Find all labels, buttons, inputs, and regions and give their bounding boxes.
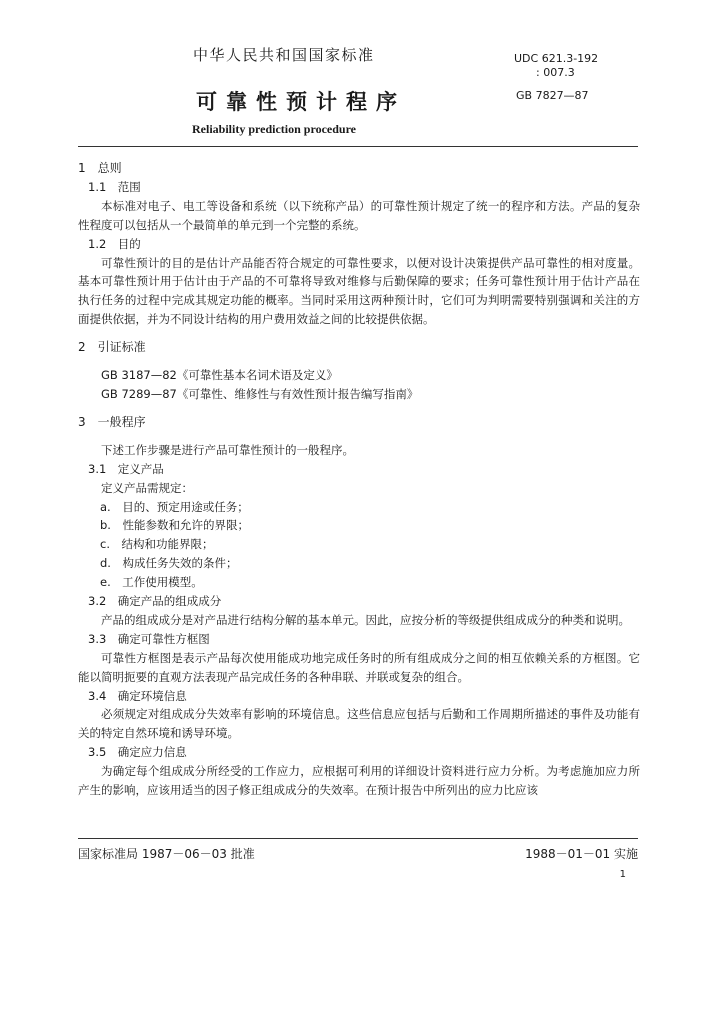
section-2-heading: 2 引证标准 xyxy=(78,340,146,355)
reference-2: GB 7289—87《可靠性、维修性与有效性预计报告编写指南》 xyxy=(101,386,419,401)
section-3-4-heading: 3.4 确定环境信息 xyxy=(88,688,187,703)
document-title: 可靠性预计程序 xyxy=(196,90,406,114)
section-3-1-text: 定义产品需规定： xyxy=(101,480,193,495)
section-3-2-text: 产品的组成成分是对产品进行结构分解的基本单元。因此，应按分析的等级提供组成成分的种类和说明。 xyxy=(101,612,630,627)
reference-1: GB 3187—82《可靠性基本名词术语及定义》 xyxy=(101,368,338,383)
section-3-5-heading: 3.5 确定应力信息 xyxy=(88,745,187,760)
section-3-intro: 下述工作步骤是进行产品可靠性预计的一般程序。 xyxy=(101,442,354,457)
udc-code: UDC 621.3-192 xyxy=(514,52,599,65)
section-1-2-heading: 1.2 目的 xyxy=(88,236,141,251)
list-item: c. 结构和功能界限； xyxy=(100,537,214,552)
page-number: 1 xyxy=(619,869,626,880)
implementation-date: 1988－01－01 实施 xyxy=(525,847,638,861)
standard-header: 中华人民共和国国家标准 xyxy=(193,46,375,64)
udc-code-continued: : 007.3 xyxy=(536,66,575,79)
list-item: b. 性能参数和允许的界限； xyxy=(100,518,249,533)
section-3-1-heading: 3.1 定义产品 xyxy=(88,461,164,476)
section-3-5-text: 为确定每个组成成分所经受的工作应力，应根据可利用的详细设计资料进行应力分析。为考虑施加应力所产生的影响，应该用适当的因子修正组成成分的失效率。在预计报告中所列出的应力比应该 xyxy=(78,764,640,798)
section-3-4-text: 必须规定对组成成分失效率有影响的环境信息。这些信息应包括与后勤和工作周期所描述的事件及功能有关的特定自然环境和诱导环境。 xyxy=(78,707,640,741)
document-body xyxy=(78,159,640,800)
footer-divider xyxy=(78,838,638,839)
section-3-3-heading: 3.3 确定可靠性方框图 xyxy=(88,631,210,646)
english-title: Reliability prediction procedure xyxy=(192,122,356,136)
section-1-2-text: 可靠性预计的目的是估计产品能否符合规定的可靠性要求，以便对设计决策提供产品可靠性的相对度量。基本可靠性预计用于估计由于产品的不可靠将导致对维修与后勤保障的要求；任务可靠性预计用于估计产品在执行任务的过程中完成其规定功能的概率。当同时采用这两种预计时，它们可为判明需要特别强调和关注的方面提供依据，并为不同设计结构的用户费用效益之间的比较提供依据。 xyxy=(78,255,640,327)
list-item: e. 工作使用模型。 xyxy=(100,575,203,590)
list-item: a. 目的、预定用途或任务； xyxy=(100,499,249,514)
list-item: d. 构成任务失效的条件； xyxy=(100,556,238,571)
section-1-1-heading: 1.1 范围 xyxy=(88,179,141,194)
section-3-heading: 3 一般程序 xyxy=(78,414,146,429)
section-3-3-text: 可靠性方框图是表示产品每次使用能成功地完成任务时的所有组成成分之间的相互依赖关系的方框图。它能以简明扼要的直观方法表现产品完成任务的各种串联、并联或复杂的组合。 xyxy=(78,650,640,684)
section-1-heading: 1 总则 xyxy=(78,161,122,175)
section-1-1-text: 本标准对电子、电工等设备和系统（以下统称产品）的可靠性预计规定了统一的程序和方法。产品的复杂性程度可以包括从一个最简单的单元到一个完整的系统。 xyxy=(78,198,640,232)
header-divider xyxy=(78,146,638,147)
section-3-2-heading: 3.2 确定产品的组成成分 xyxy=(88,594,222,609)
approval-date: 国家标准局 1987－06－03 批准 xyxy=(78,847,255,861)
standard-code: GB 7827—87 xyxy=(516,89,589,102)
